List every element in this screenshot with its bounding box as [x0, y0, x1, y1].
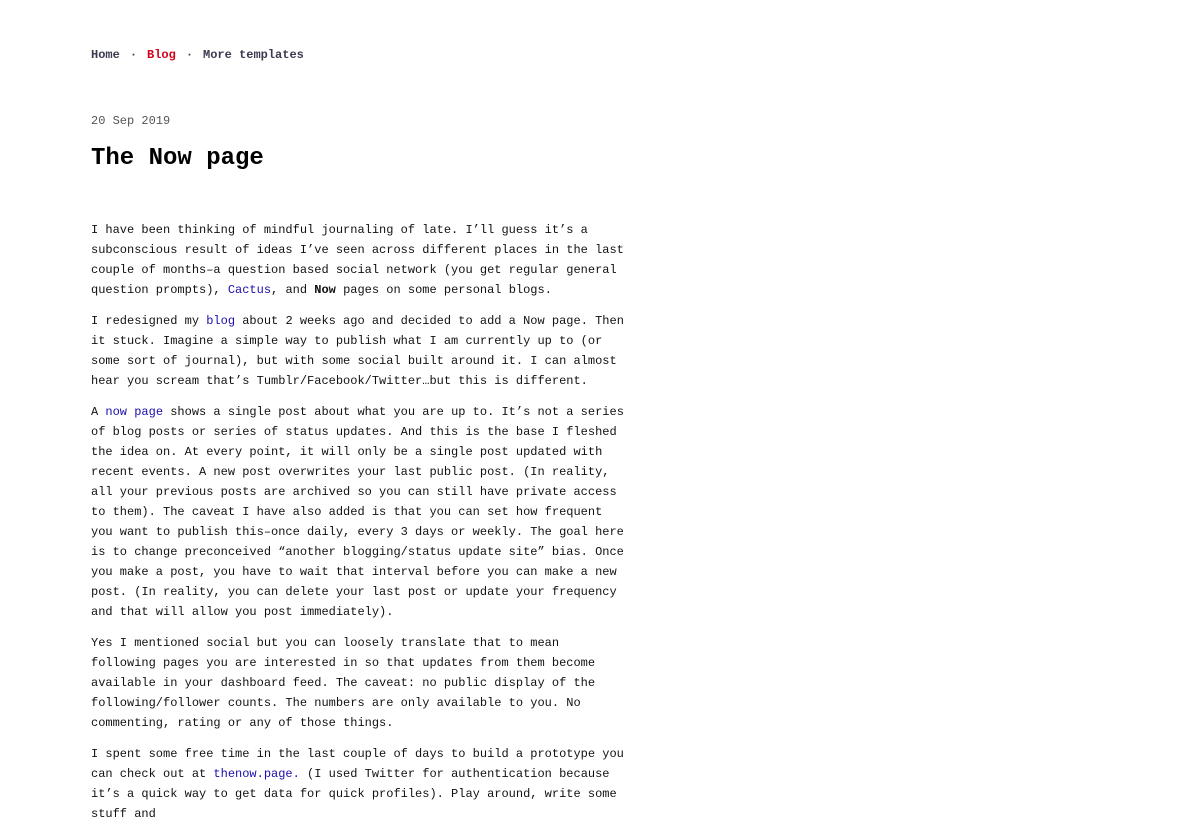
paragraph-text: I redesigned my	[91, 314, 207, 328]
paragraph-4	[91, 633, 631, 733]
post-date: 20 Sep 2019	[91, 114, 171, 128]
thenow-page-link[interactable]: thenow.page.	[213, 767, 300, 781]
paragraph-text: Yes I mentioned social but you can loosely translate that to mean following pages you are interested in so that updates from them become available in your dashboard feed. The caveat: no public display of the following/follower counts. The numbers are only available to you. No commenting, rating or any of those things.	[91, 636, 596, 730]
blog-link[interactable]: blog	[206, 314, 236, 328]
paragraph-text: A	[91, 405, 106, 419]
now-page-link[interactable]: now page	[105, 405, 164, 419]
nav-separator: ·	[129, 48, 138, 62]
paragraph-text: , and	[271, 283, 315, 297]
paragraph-text: pages on some personal blogs.	[335, 283, 552, 297]
paragraph-1	[91, 220, 631, 300]
paragraph-3	[91, 402, 631, 622]
paragraph-text: about 2 weeks ago and decided to add a Now page. Then it stuck. Imagine a simple way to publish what I am currently up to (or some sort of journal), but with some social built around it. I can almost hear you scream that’s Tumblr/Facebook/Twitter…but this is different.	[91, 314, 624, 388]
paragraph-text: I spent some free time in the last couple of days to build a prototype you can check out at	[91, 747, 624, 781]
paragraph-text: I have been thinking of mindful journaling of late. I’ll guess it’s a subconscious result of ideas I’ve seen across different places in the last couple of months–a question based social network (you get regular general question prompts),	[91, 223, 624, 297]
paragraph-text: shows a single post about what you are up to. It’s not a series of blog posts or series of status updates. And this is the base I fleshed the idea on. At every point, it will only be a single post updated with recent events. A new post overwrites your last public post. (In reality, all your previous posts are archived so you can still have private access to them). The caveat I have also added is that you can set how frequent you want to publish this–once daily, every 3 days or weekly. The goal here is to change preconceived “another blogging/status update site” bias. Once you make a post, you have to wait that interval before you can make a new post. (In reality, you can delete your last post or update your frequency and that will allow you post immediately).	[91, 405, 624, 619]
nav-separator: ·	[185, 48, 194, 62]
post-title: The Now page	[91, 145, 264, 172]
bold-now-text: Now	[314, 283, 336, 297]
nav-blog-link[interactable]: Blog	[147, 48, 176, 62]
top-nav	[91, 47, 304, 63]
cactus-link[interactable]: Cactus	[227, 283, 272, 297]
paragraph-2	[91, 311, 631, 391]
nav-home-link[interactable]: Home	[91, 48, 120, 62]
post-body	[91, 220, 631, 835]
paragraph-5	[91, 744, 631, 824]
paragraph-text: (I used Twitter for authentication because it’s a quick way to get data for quick profiles). Play around, write some stuff and	[91, 767, 617, 821]
nav-more-templates-link[interactable]: More templates	[203, 48, 304, 62]
